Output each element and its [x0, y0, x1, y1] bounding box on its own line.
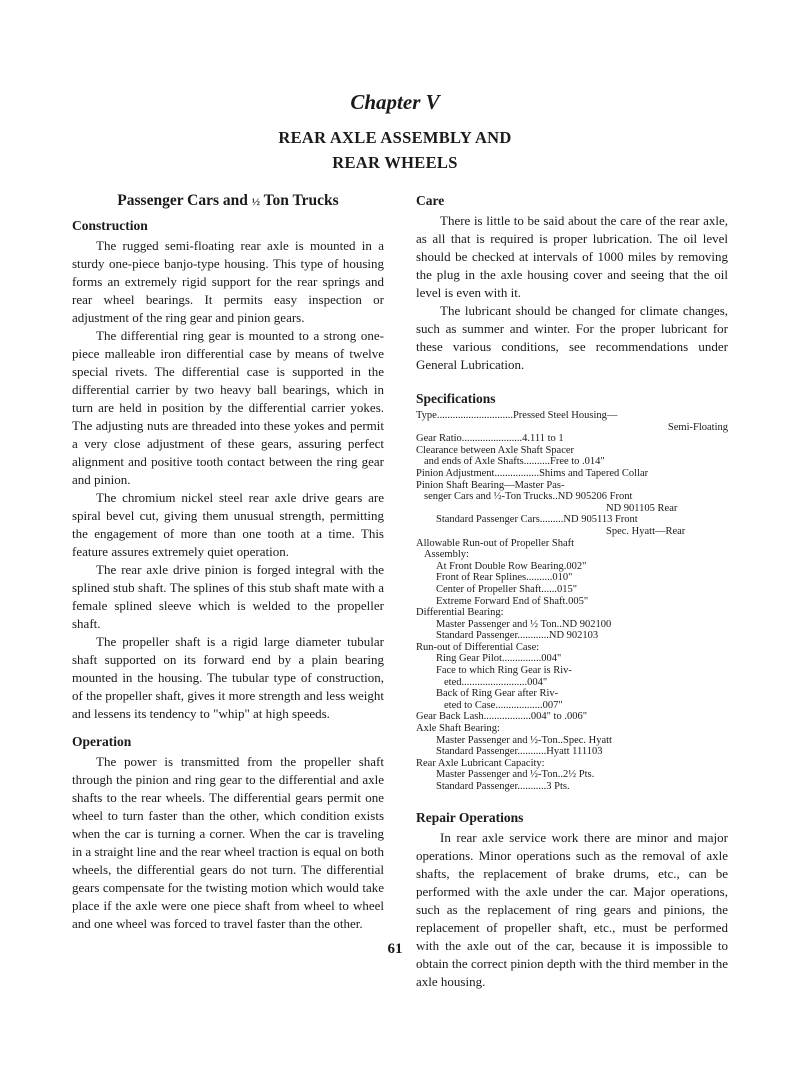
section-title-line2: REAR WHEELS — [332, 153, 458, 172]
spec-row: Spec. Hyatt—Rear — [606, 525, 686, 537]
spec-row: Front of Rear Splines..........010" — [436, 572, 573, 584]
operation-heading: Operation — [72, 734, 132, 749]
spec-row: Extreme Forward End of Shaft.005" — [436, 595, 589, 607]
repair-operations-heading: Repair Operations — [416, 809, 524, 825]
spec-row: At Front Double Row Bearing.002" — [436, 560, 587, 572]
passenger-cars-heading — [72, 192, 384, 211]
spec-row: Standard Passenger...........3 Pts. — [436, 781, 570, 792]
spec-row: Assembly: — [424, 549, 469, 561]
heading-fraction: ½ — [251, 196, 261, 208]
spec-row: eted.........................004" — [444, 676, 548, 688]
construction-paragraph: The rugged semi-floating rear axle is mounted in a sturdy one-piece banjo-type housing. This type of housing forms an extremely rigid support for the rear springs and rear wheel bearings. It permits easy inspection or adjustment of the ring gear and pinion gears. — [72, 238, 384, 325]
spec-row: Type.............................Pressed Steel Housing— — [416, 410, 618, 421]
spec-row: Face to which Ring Gear is Riv- — [436, 665, 572, 677]
specifications-heading: Specifications — [416, 391, 496, 406]
spec-row: Standard Passenger............ND 902103 — [436, 630, 599, 642]
heading-post: Ton Trucks — [260, 192, 339, 209]
spec-row: senger Cars and ½-Ton Trucks..ND 905206 Front — [424, 491, 633, 503]
spec-row: Rear Axle Lubricant Capacity: — [416, 757, 545, 769]
page-number: 61 — [387, 941, 403, 957]
repair-paragraph: In rear axle service work there are minor and major operations. Minor operations such as the removal of axle shafts, the replacement of brake drums, etc., can be performed with the axle under the car. Major operations, such as the replacement of ring gears and pinions, the replacement of propeller shaft, etc., must be performed with the axle out of the car, because it is impossible to obtain the correct pinion depth with the third member in the axle housing. — [416, 829, 728, 989]
spec-row: Semi-Floating — [667, 421, 728, 433]
spec-row: eted to Case..................007" — [444, 699, 563, 711]
construction-heading: Construction — [72, 218, 148, 233]
section-title-line1: REAR AXLE ASSEMBLY AND — [278, 128, 512, 147]
spec-row: Standard Passenger...........Hyatt 111103 — [436, 746, 603, 758]
construction-paragraph: The chromium nickel steel rear axle drive gears are spiral bevel cut, giving them unusual strength, permitting the engagement of more than one tooth at a time. This feature assures extremely quiet operation. — [72, 490, 384, 559]
spec-row: Pinion Adjustment.................Shims and Tapered Collar — [416, 467, 649, 479]
care-heading: Care — [416, 193, 445, 208]
heading-pre: Passenger Cars and — [117, 192, 252, 209]
spec-row: Ring Gear Pilot...............004" — [436, 653, 562, 665]
care-paragraph: The lubricant should be changed for climate changes, such as summer and winter. For the proper lubricant for these various conditions, see recommendations under General Lubrication. — [416, 303, 728, 372]
spec-row: Axle Shaft Bearing: — [416, 723, 500, 735]
spec-row: Master Passenger and ½ Ton..ND 902100 — [436, 618, 612, 630]
spec-row: ND 901105 Rear — [606, 502, 678, 514]
left-column — [72, 192, 384, 933]
spec-row: Master Passenger and ½-Ton..Spec. Hyatt — [436, 734, 612, 746]
spec-row: Pinion Shaft Bearing—Master Pas- — [416, 479, 565, 491]
spec-row: Clearance between Axle Shaft Spacer — [416, 444, 575, 456]
spec-row: Master Passenger and ½-Ton..2½ Pts. — [436, 769, 595, 781]
spec-row: and ends of Axle Shafts..........Free to .014" — [424, 456, 605, 468]
right-column — [416, 192, 728, 991]
spec-row: Differential Bearing: — [416, 607, 504, 619]
spec-row: Standard Passenger Cars.........ND 905113 Front — [436, 514, 638, 526]
specifications-list — [416, 410, 728, 793]
spec-row: Gear Ratio.......................4.111 to 1 — [416, 433, 564, 445]
construction-paragraph: The differential ring gear is mounted to a strong one-piece malleable iron differential case by means of twelve special rivets. The differential case is supported in the differential carrier by two heavy ball bearings, which in turn are held in position by the differential carrier yokes. The adjusting nuts are threaded into these yokes and permit a very close adjustment of these gears, assuring perfect alignment and positive tooth contact between the ring gear and pinion. — [72, 328, 384, 487]
construction-paragraph: The rear axle drive pinion is forged integral with the splined stub shaft. The splines of this stub shaft mate with a female splined sleeve which is welded to the propeller shaft. — [72, 562, 384, 631]
chapter-title: Chapter V — [350, 90, 440, 114]
spec-row: Back of Ring Gear after Riv- — [436, 688, 559, 700]
operation-paragraph: The power is transmitted from the propeller shaft through the pinion and ring gear to the differential and axle shafts to the rear wheels. The differential gears permit one wheel to turn faster than the other, which condition exists when the car is turning a corner. When the car is traveling in a straight line and the rear wheel traction is equal on both wheels, the differential gears do not turn. The differential gears compensate for the twisting motion which would take place if the axle were one piece shaft from wheel to wheel and one wheel was forced to travel faster than the other. — [72, 754, 384, 931]
construction-paragraph: The propeller shaft is a rigid large diameter tubular shaft supported on its forward end by a plain bearing mounted in the housing. The tubular type of construction, of the propeller shaft, gives it more strength and less weight and lessens its tendency to "whip" at high speeds. — [72, 634, 384, 721]
spec-row: Run-out of Differential Case: — [416, 641, 540, 653]
spec-row: Allowable Run-out of Propeller Shaft — [416, 537, 575, 549]
spec-row: Center of Propeller Shaft......015" — [436, 583, 578, 595]
spec-row: Gear Back Lash..................004" to .006" — [416, 711, 587, 723]
care-paragraph: There is little to be said about the care of the rear axle, as all that is required is proper lubrication. The oil level should be checked at intervals of 1000 miles by removing the plug in the axle housing cover and seeing that the oil level is even with it. — [416, 213, 728, 300]
